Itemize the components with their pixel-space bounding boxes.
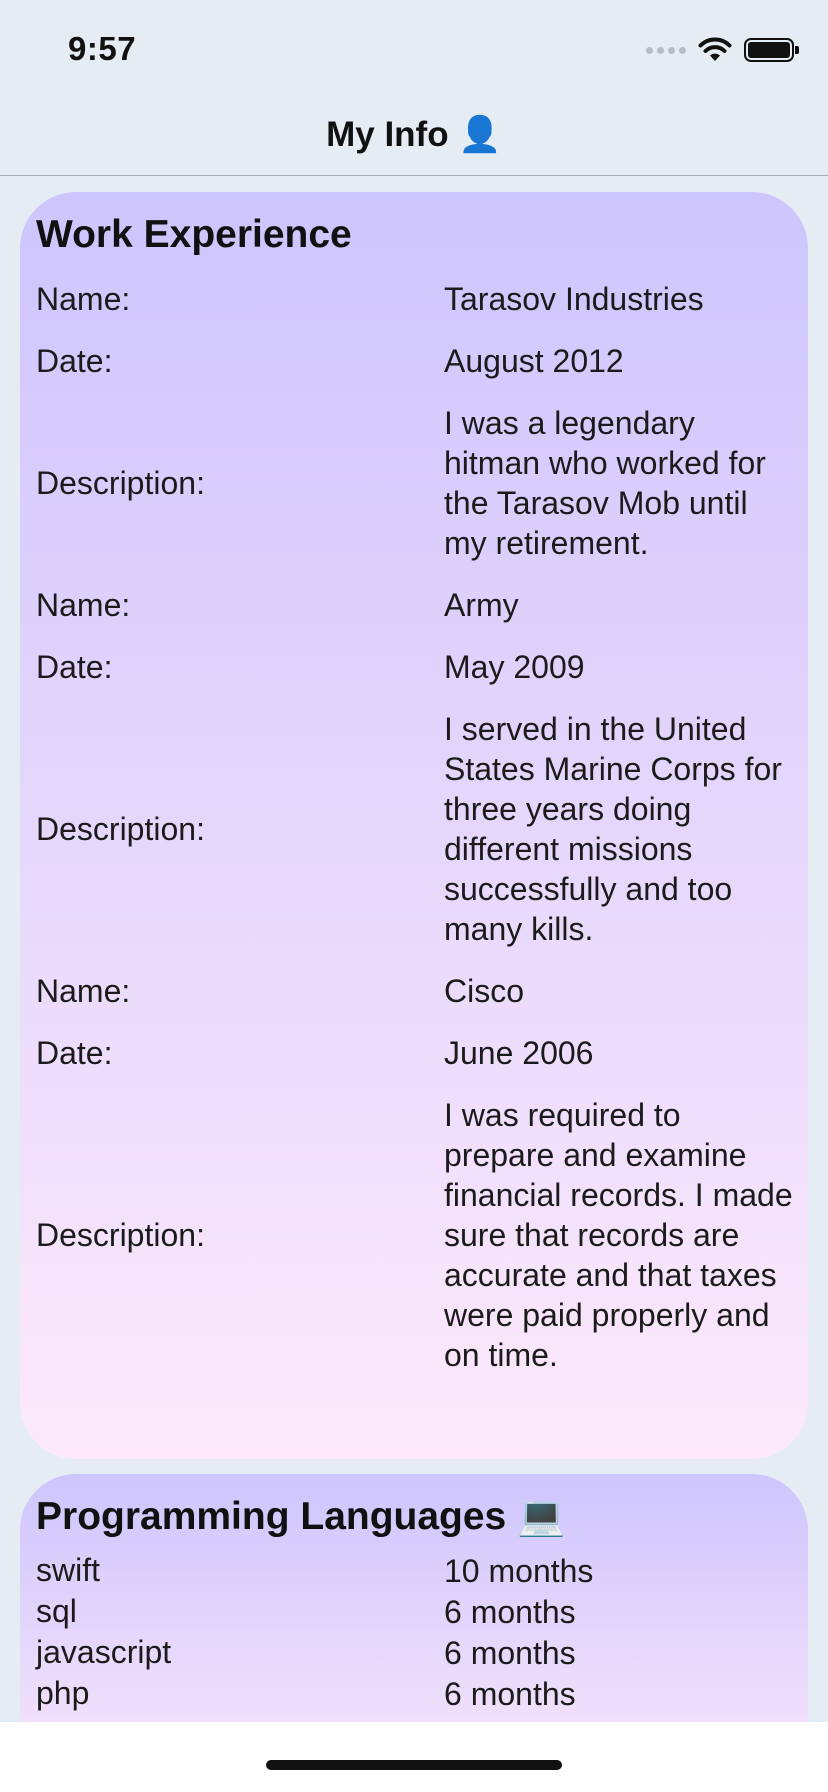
- programming-languages-card: [20, 1474, 808, 1722]
- date-value: August 2012: [444, 343, 624, 379]
- description-label: Description:: [36, 1216, 205, 1253]
- wifi-icon: [698, 37, 732, 63]
- description-label: Description:: [36, 464, 205, 501]
- scroll-content[interactable]: [0, 177, 828, 1722]
- work-row-description: [36, 698, 792, 960]
- language-row: [36, 1550, 792, 1591]
- home-indicator-area: [0, 1722, 828, 1792]
- description-value: I was a legendary hitman who worked for the Tarasov Mob until my retirement.: [444, 405, 766, 561]
- language-duration: 6 months: [444, 1593, 576, 1630]
- language-duration: 6 months: [444, 1675, 576, 1712]
- name-label: Name:: [36, 586, 131, 623]
- work-experience-title: Work Experience: [36, 213, 352, 256]
- language-duration: 10 months: [444, 1552, 594, 1589]
- name-value: Tarasov Industries: [444, 281, 704, 317]
- name-value: Army: [444, 587, 519, 623]
- home-indicator[interactable]: [266, 1760, 562, 1770]
- date-label: Date:: [36, 648, 113, 685]
- page-title: My Info 👤: [326, 115, 502, 154]
- description-value: I was required to prepare and examine financial records. I made sure that records are accurate and that taxes were paid properly and on time.: [444, 1097, 793, 1373]
- work-row-date: [36, 330, 792, 392]
- date-value: June 2006: [444, 1035, 594, 1071]
- status-icons: [646, 36, 794, 64]
- name-label: Name:: [36, 972, 131, 1009]
- work-row-description: [36, 392, 792, 574]
- navigation-bar: [0, 96, 828, 176]
- language-duration: 6 months: [444, 1634, 576, 1671]
- work-row-name: [36, 960, 792, 1022]
- battery-icon: [744, 38, 794, 62]
- language-name: sql: [36, 1593, 77, 1629]
- programming-languages-title: Programming Languages 💻: [36, 1495, 566, 1538]
- status-time: 9:57: [68, 30, 137, 67]
- work-row-date: [36, 636, 792, 698]
- date-label: Date:: [36, 342, 113, 379]
- language-row: [36, 1632, 792, 1673]
- name-label: Name:: [36, 280, 131, 317]
- status-bar: [0, 0, 828, 96]
- date-label: Date:: [36, 1034, 113, 1071]
- date-value: May 2009: [444, 649, 585, 685]
- work-row-name: [36, 574, 792, 636]
- description-label: Description:: [36, 810, 205, 847]
- language-name: swift: [36, 1552, 100, 1588]
- work-row-description: [36, 1084, 792, 1386]
- description-value: I served in the United States Marine Corps for three years doing different missions successfully and too many kills.: [444, 711, 782, 947]
- work-experience-card: [20, 192, 808, 1459]
- work-row-date: [36, 1022, 792, 1084]
- language-row: [36, 1673, 792, 1714]
- name-value: Cisco: [444, 973, 525, 1009]
- work-row-name: [36, 268, 792, 330]
- language-name: php: [36, 1675, 90, 1711]
- language-name: javascript: [36, 1634, 172, 1670]
- signal-icon: [646, 47, 686, 54]
- language-row: [36, 1591, 792, 1632]
